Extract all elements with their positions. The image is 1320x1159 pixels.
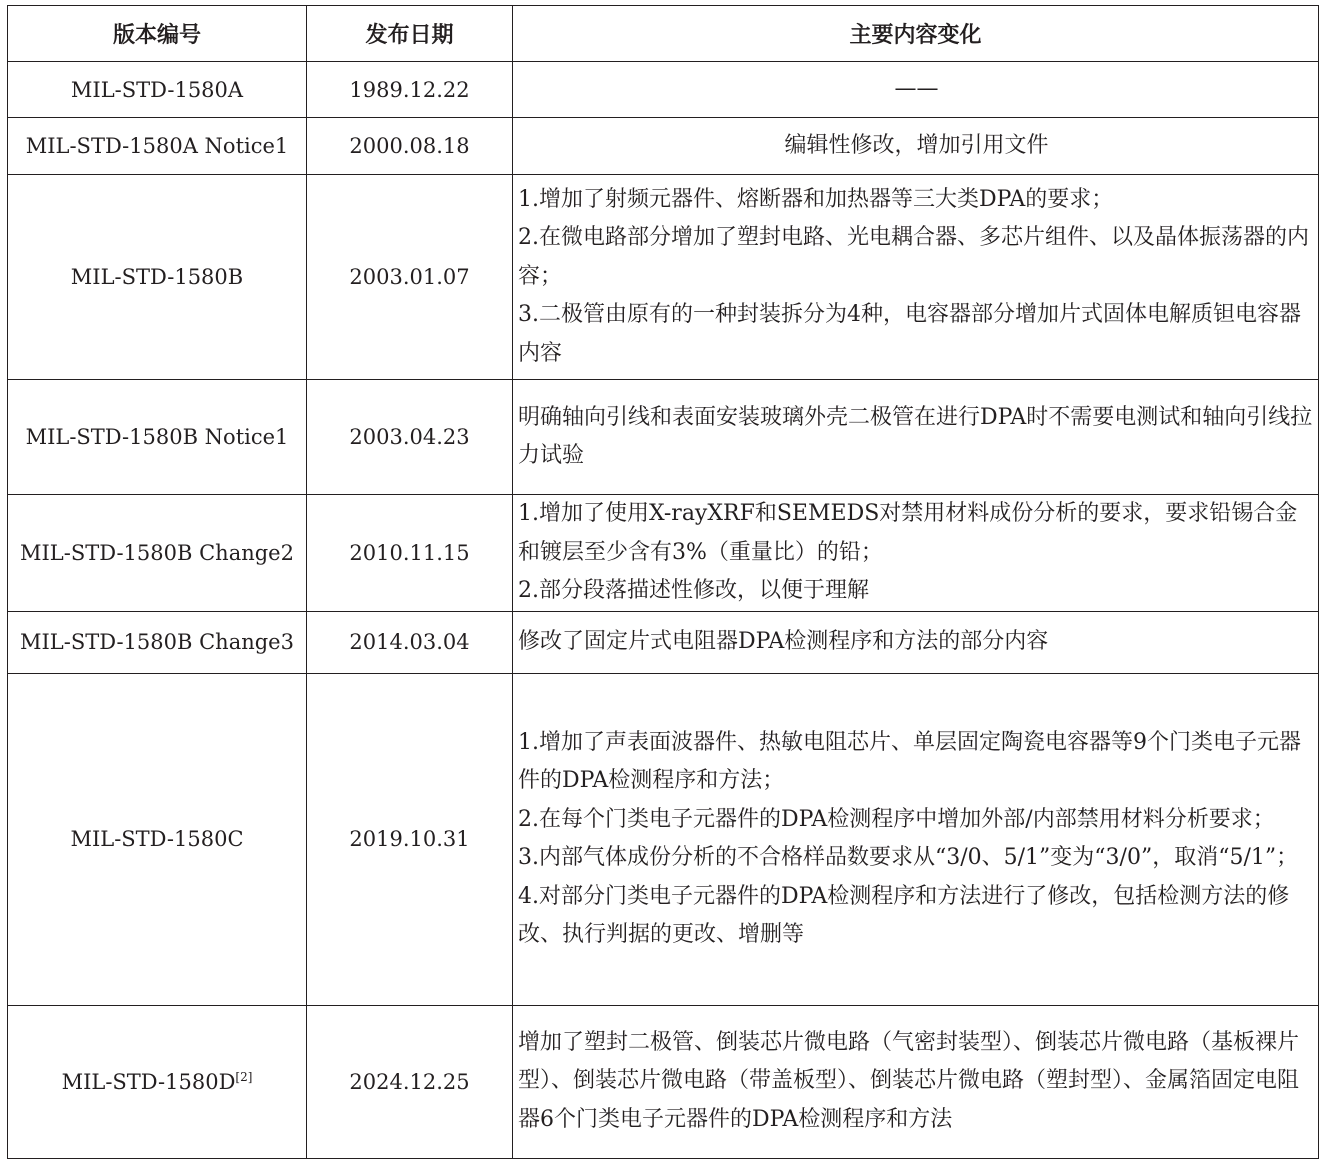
version-cell: MIL-STD-1580C: [8, 673, 307, 1005]
version-cell: MIL-STD-1580B Notice1: [8, 380, 307, 495]
table-row: [8, 62, 1319, 118]
date-cell: 2024.12.25: [307, 1005, 513, 1158]
version-cell: MIL-STD-1580A Notice1: [8, 118, 307, 175]
header-date: 发布日期: [307, 6, 513, 62]
change-line: 1.增加了声表面波器件、热敏电阻芯片、单层固定陶瓷电容器等9个门类电子元器件的DPA检测程序和方法；: [518, 729, 1301, 793]
change-line: ——: [894, 76, 939, 102]
table-row: [8, 1005, 1319, 1158]
table-row: [8, 611, 1319, 673]
change-line: 1.增加了使用X-rayXRF和SEMEDS对禁用材料成份分析的要求，要求铅锡合金和镀层至少含有3%（重量比）的铅；: [518, 501, 1298, 565]
changes-cell: [513, 611, 1319, 673]
changes-cell: [513, 118, 1319, 175]
change-line: 3.内部气体成份分析的不合格样品数要求从“3/0、5/1”变为“3/0”，取消“5/1”；: [518, 845, 1299, 870]
change-line: 修改了固定片式电阻器DPA检测程序和方法的部分内容: [518, 628, 1049, 654]
header-version: 版本编号: [8, 6, 307, 62]
change-line: 2.在每个门类电子元器件的DPA检测程序中增加外部/内部禁用材料分析要求；: [518, 806, 1275, 832]
change-line: 2.部分段落描述性修改，以便于理解: [518, 578, 869, 603]
change-line: 增加了塑封二极管、倒装芯片微电路（气密封装型）、倒装芯片微电路（基板裸片型）、倒装芯片微电路（带盖板型）、倒装芯片微电路（塑封型）、金属箔固定电阻器6个门类电子元器件的DPA检测程序和方法: [518, 1029, 1300, 1132]
date-cell: 2000.08.18: [307, 118, 513, 175]
table-header-row: [8, 6, 1319, 62]
header-changes: 主要内容变化: [513, 6, 1319, 62]
change-line: 2.在微电路部分增加了塑封电路、光电耦合器、多芯片组件、以及晶体振荡器的内容；: [518, 225, 1309, 289]
date-cell: 2019.10.31: [307, 673, 513, 1005]
table-row: [8, 118, 1319, 175]
change-line: 3.二极管由原有的一种封装拆分为4种，电容器部分增加片式固体电解质钽电容器内容: [518, 302, 1301, 366]
date-cell: 1989.12.22: [307, 62, 513, 118]
table-row: [8, 495, 1319, 612]
version-text: MIL-STD-1580D: [61, 1069, 236, 1094]
version-cell: MIL-STD-1580B Change3: [8, 611, 307, 673]
change-line: 4.对部分门类电子元器件的DPA检测程序和方法进行了修改，包括检测方法的修改、执行判据的更改、增删等: [518, 883, 1290, 947]
version-cell: MIL-STD-1580A: [8, 62, 307, 118]
change-line: 明确轴向引线和表面安装玻璃外壳二极管在进行DPA时不需要电测试和轴向引线拉力试验: [518, 404, 1313, 468]
table-row: [8, 175, 1319, 380]
changes-cell: [513, 175, 1319, 380]
changes-cell: [513, 1005, 1319, 1158]
version-cell: MIL-STD-1580B: [8, 175, 307, 380]
table-row: [8, 673, 1319, 1005]
version-history-table: [7, 5, 1319, 1159]
change-line: 编辑性修改，增加引用文件: [784, 132, 1049, 158]
date-cell: 2010.11.15: [307, 495, 513, 612]
date-cell: 2003.04.23: [307, 380, 513, 495]
version-cell: MIL-STD-1580B Change2: [8, 495, 307, 612]
changes-cell: [513, 380, 1319, 495]
changes-cell: [513, 62, 1319, 118]
version-cell: [8, 1005, 307, 1158]
date-cell: 2003.01.07: [307, 175, 513, 380]
changes-cell: [513, 495, 1319, 612]
table-row: [8, 380, 1319, 495]
change-line: 1.增加了射频元器件、熔断器和加热器等三大类DPA的要求；: [518, 186, 1114, 212]
changes-cell: [513, 673, 1319, 1005]
date-cell: 2014.03.04: [307, 611, 513, 673]
reference-mark: [2]: [235, 1069, 253, 1084]
